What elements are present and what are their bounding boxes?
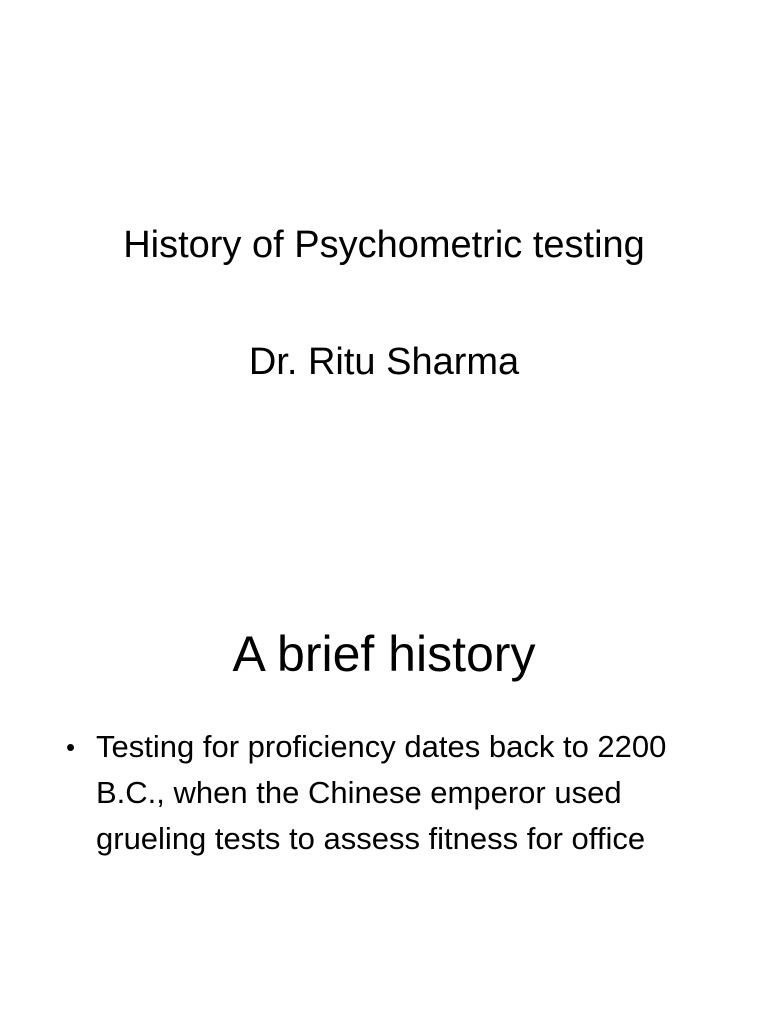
bullet-item (64, 724, 724, 862)
slide-author: Dr. Ritu Sharma (248, 341, 520, 383)
slide-title: History of Psychometric testing (123, 224, 645, 266)
bullet-dot-icon: • (66, 732, 76, 762)
bullet-text: Testing for proficiency dates back to 2200 B.C., when the Chinese emperor used grueling tests to assess fitness for office (96, 729, 667, 856)
bullet-list (64, 724, 724, 862)
slide-heading: A brief history (232, 626, 536, 682)
slide-2 (0, 512, 768, 1024)
